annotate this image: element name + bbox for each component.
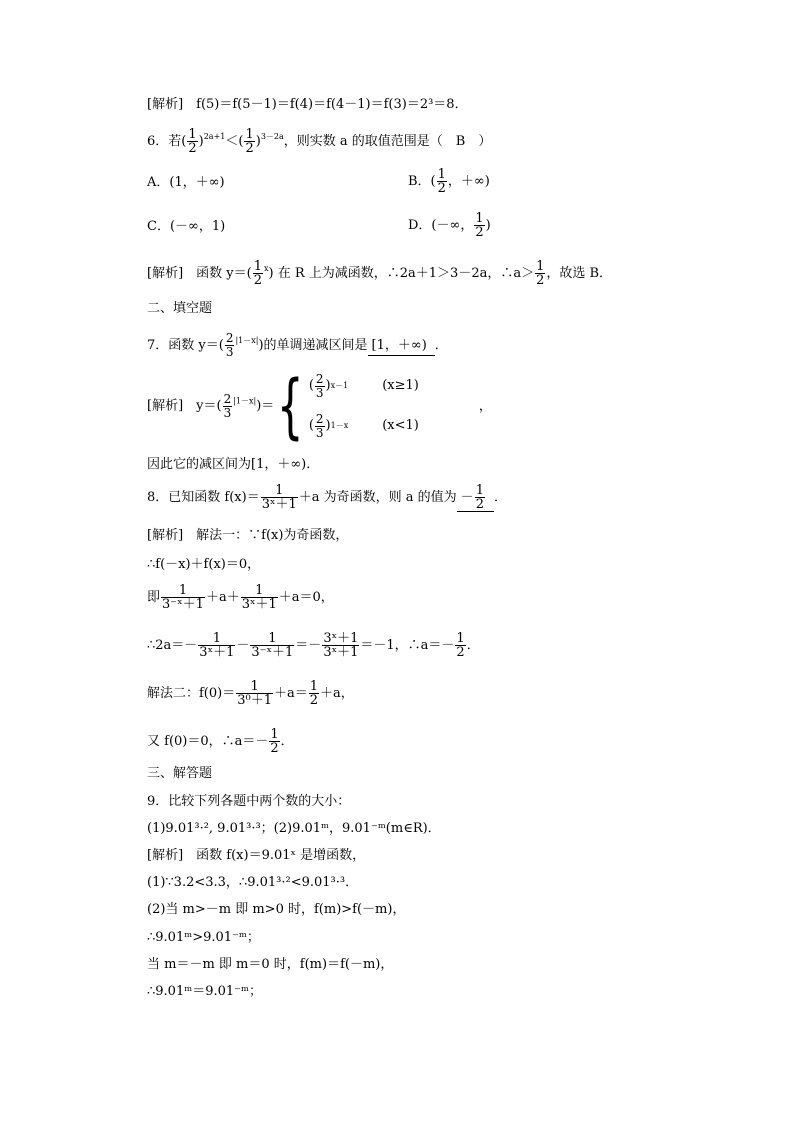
a8-l3-frac2-num: 1: [241, 584, 278, 598]
q6-option-a: A．(1，＋∞): [147, 175, 225, 190]
a8-l3-pre: 即: [147, 590, 161, 605]
a8-l4-frac4-den: 2: [456, 645, 465, 660]
q6-option-c: C．(－∞，1): [147, 219, 226, 234]
a6-frac2-den: 2: [536, 273, 545, 288]
a7-row1-cond: (x≥1): [382, 378, 419, 393]
a8-line-3: [147, 584, 334, 611]
a8-line-6: [147, 728, 294, 755]
q9-line-1: (1)9.01³·², 9.01³·³；(2)9.01ᵐ，9.01⁻ᵐ(m∈R)．: [147, 821, 441, 836]
a6-fraction-1: [253, 260, 263, 287]
q6-exp2: 3－2a: [260, 132, 284, 141]
a6-frac1-num: 1: [253, 259, 262, 274]
a7-den: 3: [223, 405, 232, 420]
q9-solution-5: 当 m＝－m 即 m＝0 时，f(m)＝f(－m)，: [147, 957, 394, 972]
q6-optd-num: 1: [475, 211, 484, 226]
a6-pre: [解析] 函数 y＝(: [147, 266, 252, 281]
a7-row2-cond: (x<1): [382, 418, 419, 433]
q8-answer-den: 2: [475, 497, 484, 512]
a8-l4-frac1-num: 1: [198, 632, 235, 646]
a8-l3-frac1-num: 1: [161, 584, 205, 598]
q6-optb-den: 2: [437, 181, 446, 196]
a8-l5-frac2: [309, 680, 319, 707]
q6-optd-post: ): [485, 218, 491, 233]
a8-l5-post: ＋a，: [320, 686, 354, 701]
q7-pre: 7．函数 y＝(: [147, 338, 224, 353]
a7-row2-fraction: [315, 413, 325, 440]
a8-l5-frac1-num: 1: [236, 680, 273, 694]
a7-row1-fraction: [315, 373, 325, 400]
q7-solution: [147, 366, 492, 446]
q9-solution-4: ∴9.01ᵐ>9.01⁻ᵐ；: [147, 930, 260, 945]
q8-pre: 8．已知函数 f(x)＝: [147, 490, 260, 505]
q6-suffix: ，则实数 a 的取值范围是（ B ）: [283, 134, 492, 149]
a6-fraction-2: [535, 260, 545, 287]
a8-l5-mid: ＋a＝: [274, 686, 308, 701]
q6-optb-num: 1: [437, 167, 446, 182]
q9-title: 9．比较下列各题中两个数的大小：: [147, 794, 351, 809]
a8-l6-pre: 又 f(0)＝0，∴a＝－: [147, 734, 269, 749]
q8-post: ＋a 为奇函数，则 a 的值为: [298, 490, 457, 505]
a8-l5-frac2-den: 2: [309, 693, 319, 708]
q8-answer-num: 1: [475, 483, 484, 498]
q6-fraction-2: [244, 128, 254, 155]
q6-exp1: 2a+1: [203, 132, 226, 141]
q7-solution-conclusion: 因此它的减区间为[1，＋∞)．: [147, 457, 320, 472]
q8-answer-fraction: [475, 484, 485, 511]
a7-pre: [解析] y＝(: [147, 398, 222, 414]
a8-l3-frac2-den: 3ˣ＋1: [241, 597, 277, 612]
a6-mid: ) 在 R 上为减函数，∴2a＋1＞3－2a，∴a＞: [268, 266, 535, 281]
q9-solution-6: ∴9.01ᵐ＝9.01⁻ᵐ；: [147, 984, 262, 999]
a8-l5-frac1-den: 3⁰＋1: [237, 693, 272, 708]
a7-row2-num: 2: [315, 411, 324, 426]
q6-optb-post: ，＋∞): [447, 174, 490, 189]
q7-post: )的单调递减区间是: [258, 338, 368, 353]
q7-fraction: [225, 332, 235, 359]
q9-solution-1: [解析] 函数 f(x)＝9.01ˣ 是增函数，: [147, 848, 366, 863]
q6-frac1-den: 2: [188, 141, 197, 156]
a8-l5-pre: 解法二：f(0)＝: [147, 686, 236, 701]
a8-l3-mid: ＋a＋: [205, 590, 240, 605]
a8-line-1: [解析] 解法一：∵f(x)为奇函数，: [147, 528, 349, 543]
a8-l3-frac1: [161, 584, 205, 611]
q8-den: 3ˣ＋1: [261, 497, 297, 512]
a8-l3-post: ＋a＝0，: [278, 590, 334, 605]
a8-line-5: [147, 680, 354, 707]
a8-l4-frac4: [455, 632, 465, 659]
q8-end: ．: [493, 490, 507, 505]
a6-exp: x: [263, 264, 269, 273]
a8-l4-frac2: [250, 632, 294, 659]
q8-num: 1: [261, 484, 298, 498]
q6-optd-fraction: [474, 212, 484, 239]
a6-frac2-num: 1: [536, 259, 545, 274]
a6-frac1-den: 2: [253, 273, 262, 288]
a8-l6-frac-den: 2: [270, 741, 279, 756]
a8-l4-minus: －: [236, 638, 250, 653]
a8-l6-end: ．: [280, 734, 294, 749]
q7-answer: [1，＋∞): [368, 337, 435, 356]
q7-exp: |1－x|: [235, 336, 259, 345]
question-7: [147, 332, 448, 359]
q8-answer: [457, 484, 494, 512]
q6-optd-pre: D．(－∞，: [408, 218, 474, 233]
a8-l4-frac2-den: 3⁻ˣ＋1: [251, 645, 294, 660]
q6-optd-den: 2: [475, 225, 484, 240]
a7-row1-num: 2: [315, 371, 324, 386]
q8-answer-sign: －: [460, 490, 474, 505]
q6-solution: [147, 260, 612, 287]
a8-line-4: [147, 632, 480, 659]
left-brace-icon: {: [277, 365, 304, 447]
a7-case-row-1: ( $\frac{2}{3}$ ) x－1 (x≥1): [308, 371, 419, 400]
a7-row2-den: 3: [315, 425, 324, 440]
a7-comma: ，: [478, 398, 492, 414]
q6-fraction-1: [187, 128, 197, 155]
q6-option-b: [408, 168, 490, 195]
a7-cases: [309, 366, 419, 446]
a7-num: 2: [223, 391, 232, 406]
a8-line-2: ∴f(－x)＋f(x)＝0，: [147, 557, 261, 572]
a7-eq: )＝: [256, 398, 275, 414]
a7-case-row-2: ( $\frac{2}{3}$ ) 1－x (x<1): [308, 411, 419, 440]
a8-l4-frac4-num: 1: [456, 631, 465, 646]
a6-post: ，故选 B．: [546, 266, 613, 281]
a8-l5-frac1: [236, 680, 273, 707]
a8-l4-frac3-num: 3ˣ＋1: [323, 631, 359, 646]
a8-l4-frac2-num: 1: [250, 632, 294, 646]
q7-num: 2: [225, 331, 234, 345]
a8-l4-eq: ＝－: [295, 638, 322, 653]
a7-row1-den: 3: [315, 385, 324, 400]
section-fill-in: 二、填空题: [147, 301, 213, 316]
q7-end: ．: [434, 338, 448, 353]
a8-l3-frac1-den: 3⁻ˣ＋1: [162, 597, 204, 612]
q9-solution-2: (1)∵3.2<3.3，∴9.01³·²<9.01³·³．: [147, 875, 359, 890]
q6-optb-pre: B．(: [408, 174, 436, 189]
q6-frac2-num: 1: [245, 127, 254, 142]
a8-l4-frac1: [198, 632, 235, 659]
a7-fraction: [223, 393, 233, 420]
q6-option-d: [408, 212, 491, 239]
a8-l6-frac: [269, 728, 279, 755]
a8-l3-frac2: [241, 584, 278, 611]
q9-solution-3: (2)当 m>－m 即 m>0 时，f(m)>f(－m)，: [147, 902, 406, 917]
q6-frac2-den: 2: [245, 141, 254, 156]
a8-l4-end: ．: [466, 638, 480, 653]
q6-lt: ＜: [225, 134, 239, 149]
q6-frac1-num: 1: [188, 127, 197, 142]
a8-l6-frac-num: 1: [270, 727, 279, 742]
a8-l4-frac3: [322, 632, 359, 659]
question-8: [147, 484, 507, 512]
q6-optb-fraction: [437, 168, 447, 195]
q8-fraction: [261, 484, 298, 511]
a8-l4-frac1-den: 3ˣ＋1: [199, 645, 235, 660]
question-6: 6．若( $\frac{1}{2}$ )$^{2a+1}$＜( $\frac{1}{2}$ )$^{3-2a}$，则实数 a 的取值范围是（ B ）: [147, 127, 492, 156]
a8-l4-post: ＝－1，∴a＝－: [360, 638, 455, 653]
q6-prefix: 6．若: [147, 134, 182, 149]
a8-l4-pre: ∴2a＝－: [147, 638, 198, 653]
solution-line-q5: [解析] f(5)＝f(5－1)＝f(4)＝f(4－1)＝f(3)＝2³＝8．: [147, 97, 468, 112]
q7-den: 3: [225, 345, 234, 359]
a7-exp: |1－x|: [233, 396, 257, 406]
a8-l4-frac3-den: 3ˣ＋1: [323, 645, 359, 660]
section-answer: 三、解答题: [147, 766, 213, 781]
a8-l5-frac2-num: 1: [309, 679, 319, 694]
